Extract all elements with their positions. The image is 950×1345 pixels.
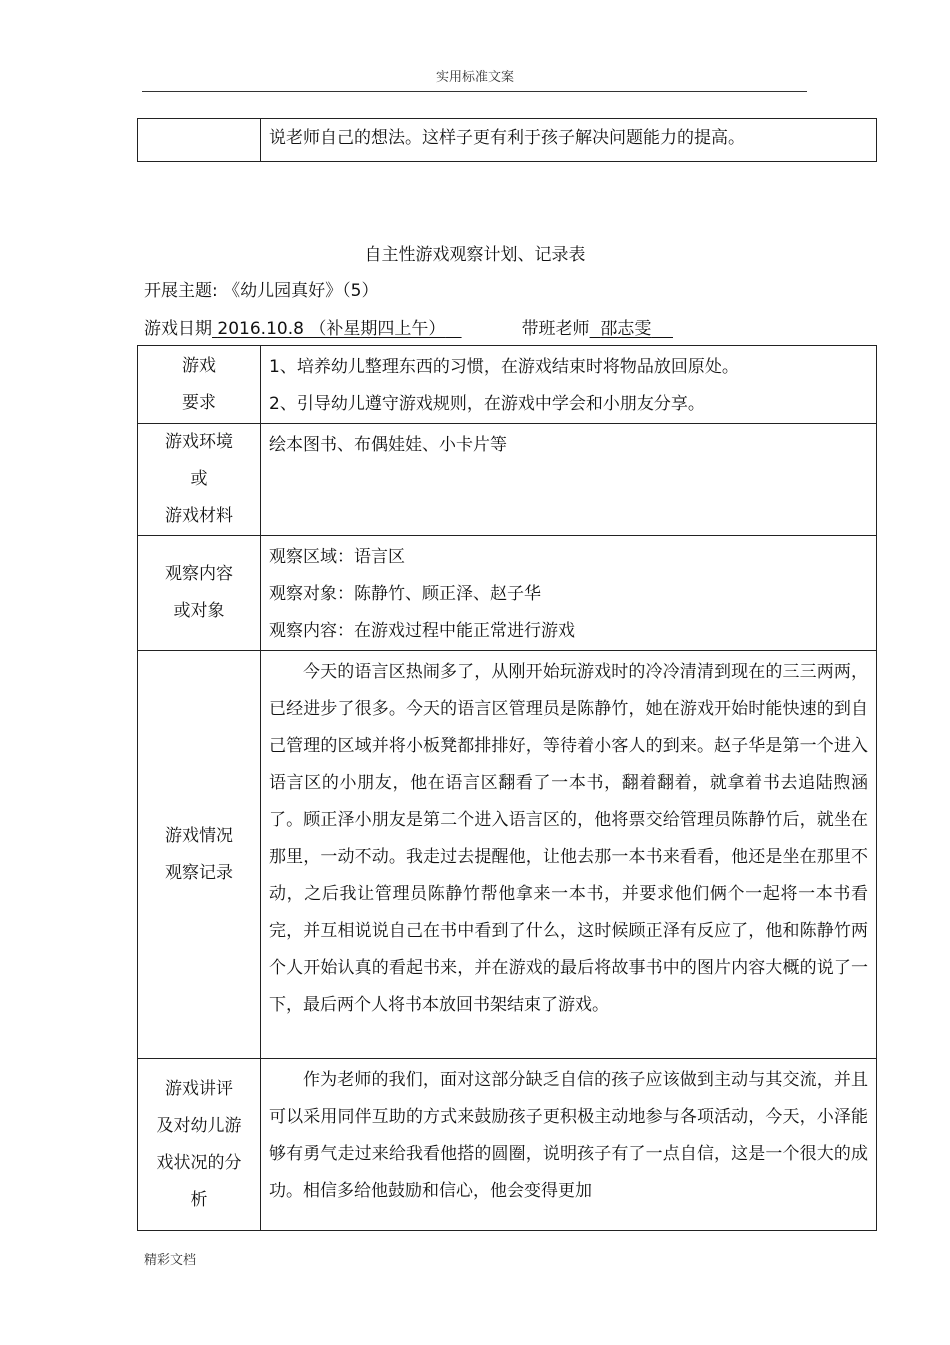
row-materials: [138, 424, 877, 536]
row-content: [261, 651, 877, 1059]
row-label: 游戏情况 观察记录: [138, 651, 261, 1059]
record-paragraph: 今天的语言区热闹多了，从刚开始玩游戏时的冷冷清清到现在的三三两两，已经进步了很多。今天的语言区管理员是陈静竹，她在游戏开始时能快速的到自己管理的区域并将小板凳都排排好，等待着小客人的到来。赵子华是第一个进入语言区的小朋友，他在语言区翻看了一本书，翻着翻着，就拿着书去追陆煦涵了。顾正泽小朋友是第二个进入语言区的，他将票交给管理员陈静竹后，就坐在那里，一动不动。我走过去提醒他，让他去那一本书来看看，他还是坐在那里不动，之后我让管理员陈静竹帮他拿来一本书，并要求他们俩个一起将一本书看完，并互相说说自己在书中看到了什么，这时候顾正泽有反应了，他和陈静竹两个人开始认真的看起书来，并在游戏的最后将故事书中的图片内容大概的说了一下，最后两个人将书本放回书架结束了游戏。: [269, 662, 868, 1015]
observation-line: 观察对象：陈静竹、顾正泽、赵子华: [269, 584, 541, 604]
date-label: 游戏日期: [144, 319, 212, 339]
observation-line: 观察区域：语言区: [269, 547, 405, 567]
teacher-label: 带班老师: [521, 319, 590, 339]
continuation-label-cell: [138, 119, 261, 162]
continuation-text: 说老师自己的想法。这样子更有利于孩子解决问题能力的提高。: [261, 119, 877, 162]
row-content: [261, 536, 877, 651]
requirement-line: 1、培养幼儿整理东西的习惯，在游戏结束时将物品放回原处。: [269, 357, 739, 377]
materials-line: 绘本图书、布偶娃娃、小卡片等: [269, 435, 507, 455]
page-footer: 精彩文档: [144, 1253, 197, 1268]
page-header: 实用标准文案: [435, 70, 514, 85]
observation-line: 观察内容：在游戏过程中能正常进行游戏: [269, 621, 575, 641]
theme-line: [144, 276, 378, 301]
continuation-table: [137, 118, 877, 162]
row-content: [261, 346, 877, 424]
header-rule: [142, 91, 807, 92]
row-label: 游戏讲评 及对幼儿游 戏状况的分 析: [138, 1059, 261, 1231]
row-evaluation: [138, 1059, 877, 1231]
row-observation-target: [138, 536, 877, 651]
requirement-line: 2、引导幼儿遵守游戏规则，在游戏中学会和小朋友分享。: [269, 394, 705, 414]
row-content: [261, 1059, 877, 1231]
theme-value: 《幼儿园真好》（5）: [223, 281, 379, 301]
form-title: 自主性游戏观察计划、记录表: [364, 245, 586, 265]
theme-label: 开展主题:: [144, 281, 218, 301]
row-label: 游戏环境 或 游戏材料: [138, 424, 261, 536]
evaluation-paragraph: 作为老师的我们，面对这部分缺乏自信的孩子应该做到主动与其交流，并且可以采用同伴互助的方式来鼓励孩子更积极主动地参与各项活动，今天，小泽能够有勇气走过来给我看他搭的圆圈，说明孩子有了一点自信，这是一个很大的成功。相信多给他鼓励和信心，他会变得更加: [269, 1070, 868, 1201]
date-teacher-line: [144, 314, 673, 339]
observation-table: [137, 345, 877, 1231]
row-content: [261, 424, 877, 536]
teacher-value: 邵志雯: [600, 319, 652, 339]
row-requirements: [138, 346, 877, 424]
date-value: 2016.10.8 （补星期四上午）: [217, 319, 446, 339]
row-observation-record: [138, 651, 877, 1059]
row-label: 观察内容 或对象: [138, 536, 261, 651]
row-label: 游戏 要求: [138, 346, 261, 424]
